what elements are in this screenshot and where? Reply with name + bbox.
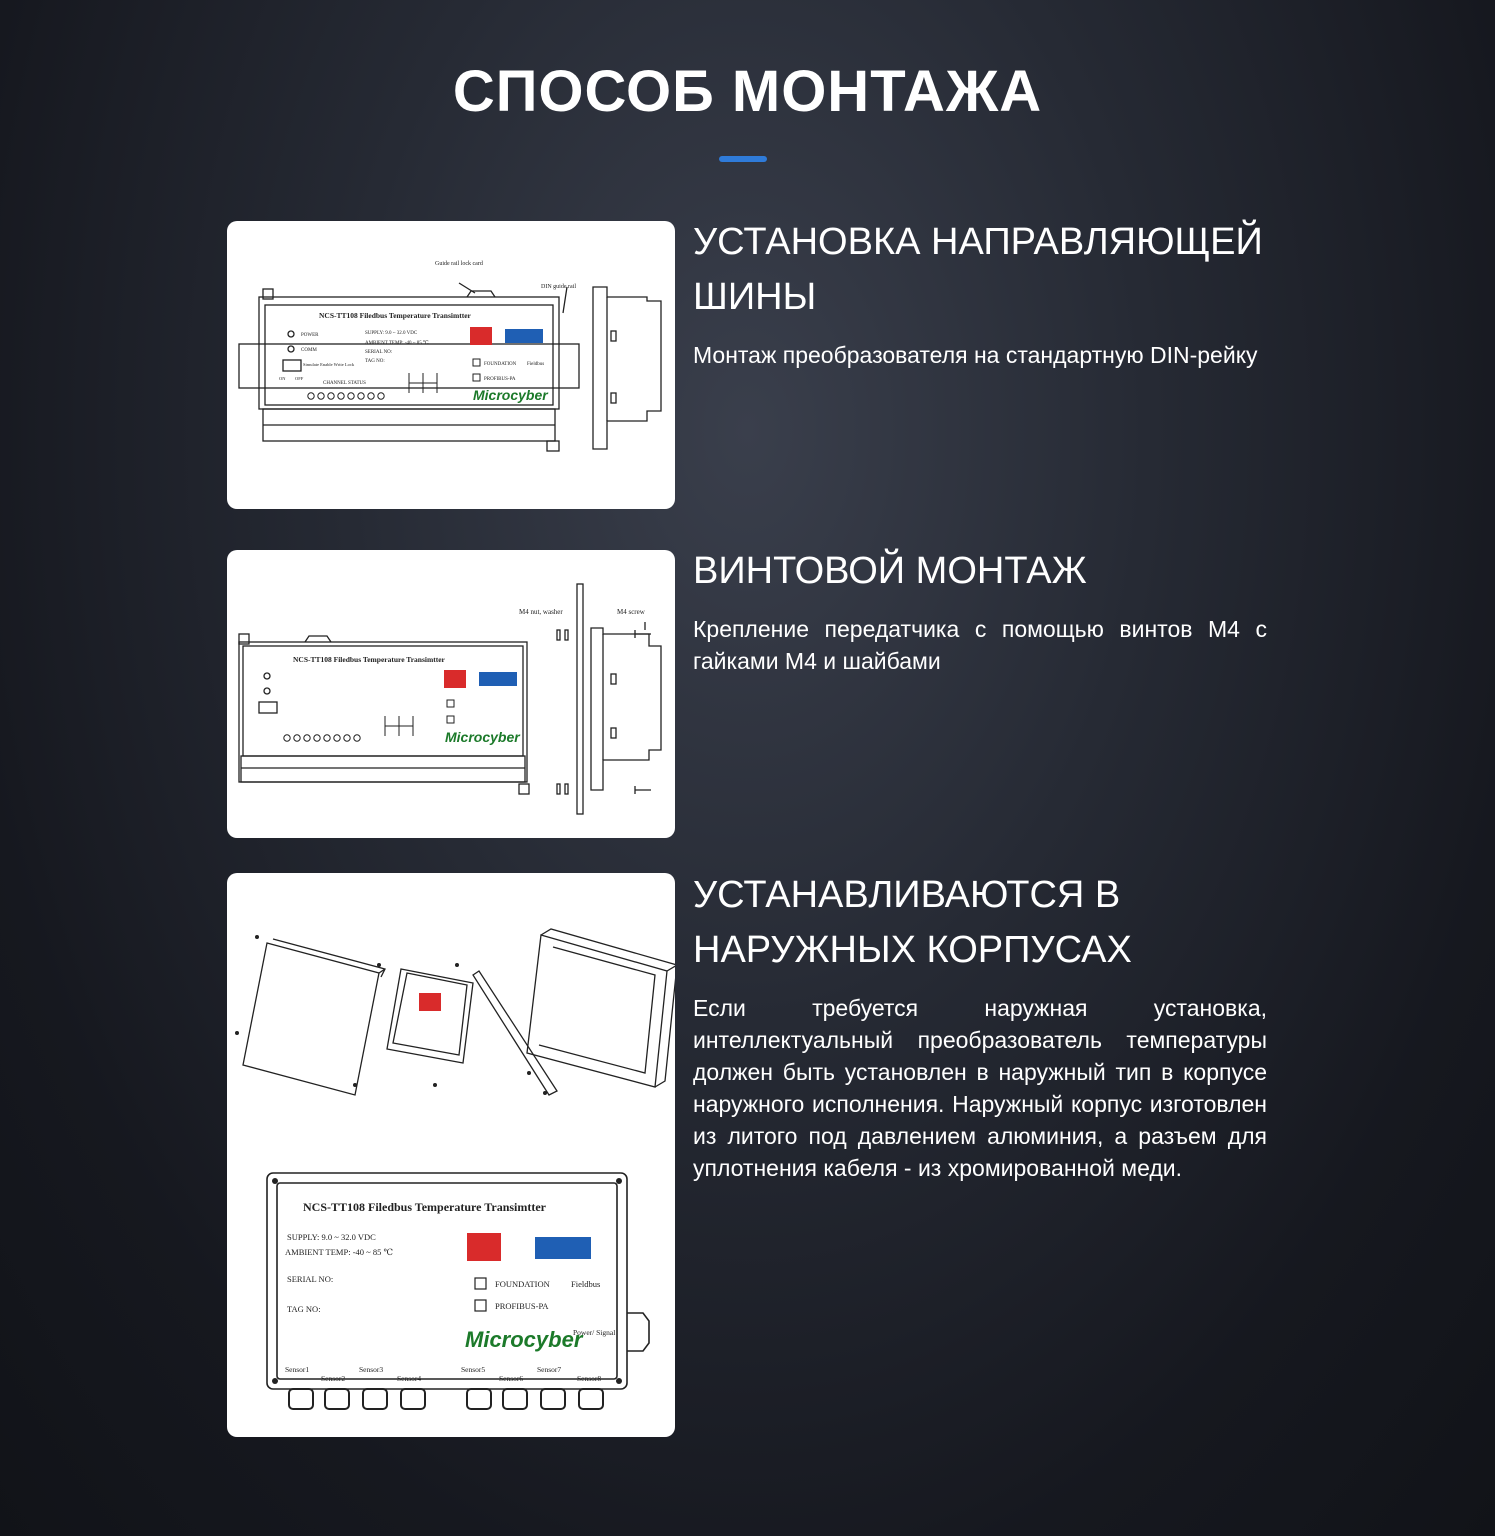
sensor-label: Sensor7 xyxy=(537,1365,562,1374)
on-label: ON xyxy=(279,376,286,381)
section-text: Монтаж преобразователя на стандартную DIN-рейку xyxy=(693,342,1258,368)
serial-label: SERIAL NO: xyxy=(365,350,393,355)
ambient-label: AMBIENT TEMP: -40 ~ 85 ℃ xyxy=(285,1247,394,1257)
sensor-label: Sensor8 xyxy=(577,1374,602,1383)
power-signal-label: Power/ Signal xyxy=(573,1328,616,1337)
foundation-logo xyxy=(467,1233,501,1261)
ambient-label: AMBIENT TEMP: -40 ~ 85 ℃ xyxy=(365,341,429,346)
screw-mount-diagram-card xyxy=(227,550,675,838)
brand-logo: Microcyber xyxy=(445,729,520,745)
callout-screw: M4 screw xyxy=(617,608,645,616)
outdoor-housing-diagram-card xyxy=(227,873,675,1437)
fieldbus-label: Fieldbus xyxy=(571,1279,601,1289)
sensor-label: Sensor1 xyxy=(285,1365,310,1374)
section-outdoor-housing xyxy=(693,868,1267,1184)
channel-label: CHANNEL STATUS xyxy=(323,381,366,386)
tag-label: TAG NO: xyxy=(365,359,385,364)
section-title: УСТАНОВКА НАПРАВЛЯЮЩЕЙ ШИНЫ xyxy=(693,221,1263,318)
switch-label: Simulate Enable Write Lock xyxy=(303,362,355,367)
profibus-logo xyxy=(535,1237,591,1259)
din-rail-diagram-card xyxy=(227,221,675,509)
sensor-label: Sensor3 xyxy=(359,1365,384,1374)
sensor-label: Sensor5 xyxy=(461,1365,486,1374)
device-title: NCS-TT108 Filedbus Temperature Transimtter xyxy=(293,655,445,664)
serial-label: SERIAL NO: xyxy=(287,1274,334,1284)
section-din-rail xyxy=(693,215,1267,371)
section-title: ВИНТОВОЙ МОНТАЖ xyxy=(693,550,1087,592)
brand-logo: Microcyber xyxy=(465,1327,583,1352)
profibus-label: PROFIBUS-PA xyxy=(495,1301,549,1311)
section-text: Крепление передатчика с помощью винтов M4 с гайками M4 и шайбами xyxy=(693,616,1267,674)
title-underline xyxy=(719,156,767,162)
sensor-label: Sensor6 xyxy=(499,1374,524,1383)
sensor-label: Sensor2 xyxy=(321,1374,346,1383)
power-label: POWER xyxy=(301,333,319,338)
section-title: УСТАНАВЛИВАЮТСЯ В НАРУЖНЫХ КОРПУСАХ xyxy=(693,874,1132,971)
comm-label: COMM xyxy=(301,348,317,353)
supply-label: SUPPLY: 9.0 ~ 32.0 VDC xyxy=(365,331,418,336)
foundation-logo-small xyxy=(419,993,441,1011)
off-label: OFF xyxy=(295,376,304,381)
outdoor-housing-diagram xyxy=(227,873,675,1437)
section-screw-mount xyxy=(693,544,1267,677)
foundation-logo xyxy=(444,670,466,688)
callout-lock-card: Guide rail lock card xyxy=(435,261,483,267)
device-title: NCS-TT108 Filedbus Temperature Transimtter xyxy=(303,1200,547,1214)
brand-logo: Microcyber xyxy=(473,387,548,403)
page-title: СПОСОБ МОНТАЖА xyxy=(452,59,1043,124)
callout-din-rail: DIN guide rail xyxy=(541,284,576,290)
foundation-logo xyxy=(470,327,492,345)
sensor-label: Sensor4 xyxy=(397,1374,422,1383)
profibus-logo xyxy=(479,672,517,686)
foundation-label: FOUNDATION xyxy=(484,362,517,367)
section-text: Если требуется наружная установка, интеллектуальный преобразователь температуры должен быть установлен в наружный тип в корпусе наружного исполнения. Наружный корпус изготовлен из литого под давлением алюминия, а разъем для уплотнения кабеля - из хромированной меди. xyxy=(693,995,1267,1181)
supply-label: SUPPLY: 9.0 ~ 32.0 VDC xyxy=(287,1232,376,1242)
profibus-logo xyxy=(505,329,543,343)
profibus-label: PROFIBUS-PA xyxy=(484,377,516,382)
foundation-label: FOUNDATION xyxy=(495,1279,550,1289)
fieldbus-label: Fieldbus xyxy=(527,362,545,367)
tag-label: TAG NO: xyxy=(287,1304,321,1314)
din-rail-diagram xyxy=(227,221,675,509)
device-title: NCS-TT108 Filedbus Temperature Transimtter xyxy=(319,311,471,320)
screw-mount-diagram xyxy=(227,550,675,838)
callout-nut-washer: M4 nut, washer xyxy=(519,608,563,616)
